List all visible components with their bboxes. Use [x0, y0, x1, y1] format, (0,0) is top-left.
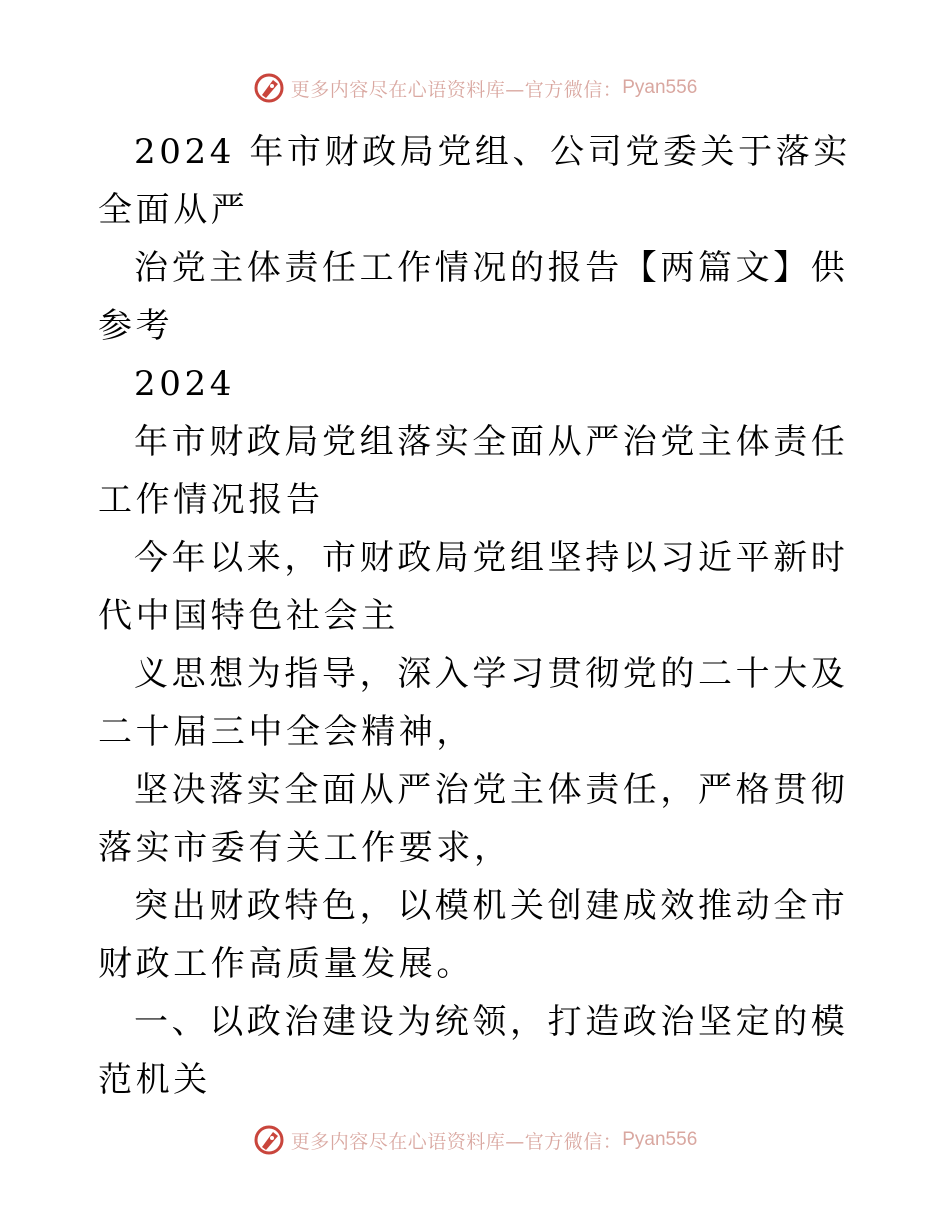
doc-paragraph: 坚决落实全面从严治党主体责任，严格贯彻落实市委有关工作要求， [98, 770, 849, 868]
document-body [98, 123, 858, 1109]
doc-title-line-2: 治党主体责任工作情况的报告【两篇文】供参考 [98, 248, 849, 346]
doc-year: 2024 [134, 364, 235, 404]
doc-subtitle: 年市财政局党组落实全面从严治党主体责任工作情况报告 [98, 422, 849, 520]
header-watermark [0, 68, 950, 108]
pen-nib-circle-icon [253, 72, 285, 104]
doc-paragraph: 突出财政特色，以模机关创建成效推动全市财政工作高质量发展。 [98, 886, 849, 984]
footer-watermark [0, 1120, 950, 1160]
doc-paragraph: 今年以来，市财政局党组坚持以习近平新时代中国特色社会主 [98, 538, 849, 636]
section-heading-1: 一、以政治建设为统领，打造政治坚定的模范机关 [98, 1002, 849, 1100]
doc-paragraph: 义思想为指导，深入学习贯彻党的二十大及二十届三中全会精神， [98, 654, 849, 752]
pen-nib-circle-icon [253, 1124, 285, 1156]
watermark-text: 更多内容尽在心语资料库—官方微信： [290, 78, 623, 101]
watermark-text: 更多内容尽在心语资料库—官方微信： [290, 1130, 623, 1153]
watermark-contact: Pyan556 [622, 77, 698, 98]
doc-title-line-1: 2024 年市财政局党组、公司党委关于落实全面从严 [98, 132, 851, 230]
watermark-contact: Pyan556 [622, 1129, 698, 1150]
